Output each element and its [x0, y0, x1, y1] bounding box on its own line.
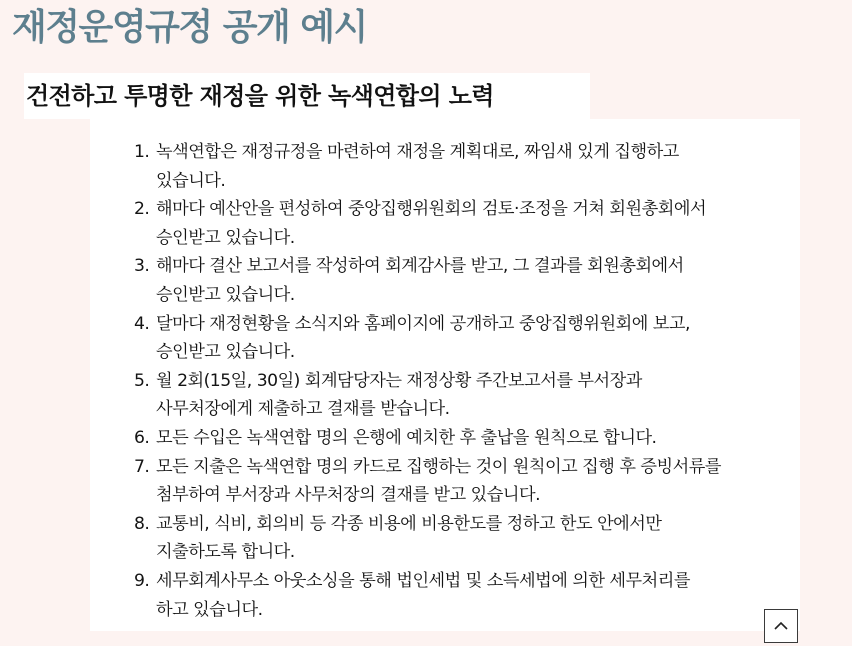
rule-text-line: 모든 지출은 녹색연합 명의 카드로 집행하는 것이 원칙이고 집행 후 증빙서류를	[156, 456, 721, 477]
chevron-up-icon	[774, 620, 788, 632]
rule-number: 7.	[134, 456, 150, 477]
rule-text-line: 승인받고 있습니다.	[156, 342, 295, 363]
rule-text-line: 첨부하여 부서장과 사무처장의 결재를 받고 있습니다.	[156, 485, 541, 506]
rule-text-line: 녹색연합은 재정규정을 마련하여 재정을 계획대로, 짜임새 있게 집행하고	[156, 142, 679, 162]
rule-number: 3.	[134, 256, 150, 277]
rule-number: 2.	[134, 199, 150, 220]
scroll-to-top-button[interactable]	[764, 609, 798, 643]
page-title: 재정운영규정 공개 예시	[12, 7, 367, 48]
rule-item	[134, 138, 794, 195]
rule-text-line: 하고 있습니다.	[156, 599, 263, 620]
rule-text-line: 승인받고 있습니다.	[156, 227, 295, 248]
rule-text-line: 달마다 재정현황을 소식지와 홈페이지에 공개하고 중앙집행위원회에 보고,	[156, 313, 690, 334]
rule-item	[134, 453, 794, 510]
rule-text-line: 해마다 예산안을 편성하여 중앙집행위원회의 검토·조정을 거쳐 회원총회에서	[156, 199, 707, 220]
subtitle: 건전하고 투명한 재정을 위한 녹색연합의 노력	[26, 82, 494, 110]
rule-text-line: 모든 수입은 녹색연합 명의 은행에 예치한 후 출납을 원칙으로 합니다.	[156, 427, 657, 448]
rule-text-line: 해마다 결산 보고서를 작성하여 회계감사를 받고, 그 결과를 회원총회에서	[156, 256, 684, 277]
rule-item	[134, 310, 794, 367]
rule-text-line: 승인받고 있습니다.	[156, 284, 295, 305]
rules-list	[134, 138, 794, 624]
rule-item	[134, 252, 794, 309]
rule-text-line: 세무회계사무소 아웃소싱을 통해 법인세법 및 소득세법에 의한 세무처리를	[156, 570, 690, 591]
rule-item	[134, 567, 794, 624]
rule-item	[134, 367, 794, 424]
rule-text-line: 사무처장에게 제출하고 결재를 받습니다.	[156, 399, 450, 420]
rule-text-line: 교통비, 식비, 회의비 등 각종 비용에 비용한도를 정하고 한도 안에서만	[156, 513, 662, 534]
rule-number: 1.	[134, 142, 150, 162]
rule-item	[134, 424, 794, 453]
rule-item	[134, 195, 794, 252]
rule-text-line: 지출하도록 합니다.	[156, 542, 295, 563]
rule-number: 9.	[134, 570, 150, 591]
rule-text-line: 있습니다.	[156, 170, 226, 191]
rule-number: 5.	[134, 370, 150, 391]
rule-number: 8.	[134, 513, 150, 534]
rule-number: 4.	[134, 313, 150, 334]
subtitle-box	[24, 73, 590, 119]
rules-panel	[90, 119, 800, 631]
rule-text-line: 월 2회(15일, 30일) 회계담당자는 재정상황 주간보고서를 부서장과	[156, 370, 642, 391]
rule-item	[134, 510, 794, 567]
rule-number: 6.	[134, 427, 150, 448]
